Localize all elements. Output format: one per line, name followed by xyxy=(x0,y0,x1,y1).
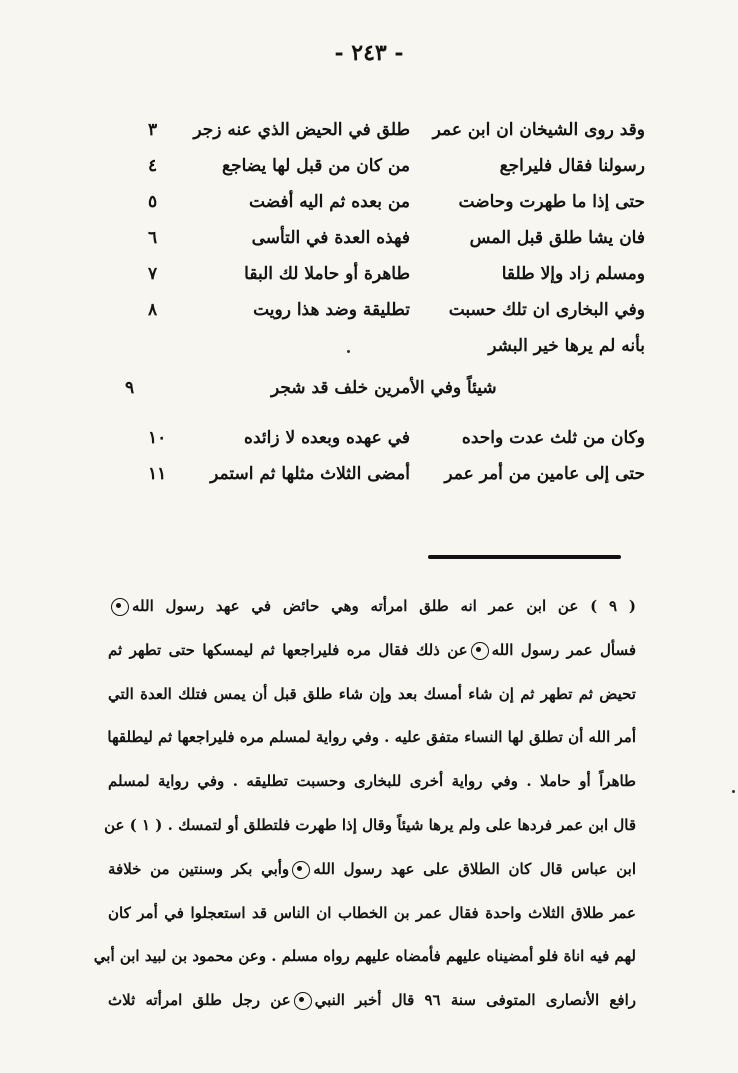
verse-left-hemistich: من بعده ثم اليه أفضت xyxy=(249,192,410,212)
verse-number: ١٠ xyxy=(148,428,167,448)
footnote-line xyxy=(108,979,636,1023)
verse xyxy=(125,184,645,220)
verse-number: ١١ xyxy=(148,464,167,484)
verse xyxy=(125,112,645,148)
verse xyxy=(125,420,645,456)
verse-number: ٥ xyxy=(148,192,158,212)
verse-right-hemistich: وقد روى الشيخان ان ابن عمر xyxy=(432,120,645,140)
verse-number: ٧ xyxy=(148,264,158,284)
footnote-line: قال ابن عمر فردها على ولم يرها شيئاً وقال إذا طهرت فلتطلق أو لتمسك . ( ١ ) عن xyxy=(104,815,636,834)
verse-left-hemistich: أمضى الثلاث مثلها ثم استمر xyxy=(210,464,410,484)
poem xyxy=(125,112,645,492)
verse-right-hemistich: فان يشا طلق قبل المس xyxy=(469,228,645,248)
salutation-seal-icon xyxy=(111,598,129,616)
print-speck xyxy=(347,350,350,353)
footnote-line: عمر طلاق الثلاث واحدة فقال عمر بن الخطاب ان الناس قد استعجلوا في أمر كان xyxy=(108,903,636,922)
salutation-seal-icon xyxy=(292,861,310,879)
verse-continuation xyxy=(125,364,645,412)
verse-right-hemistich: ومسلم زاد وإلا طلقا xyxy=(501,264,645,284)
footnote-text: وأبي بكر وسنتين من خلافة xyxy=(108,859,290,878)
footnote-line: لهم فيه اناة فلو أمضيناه عليهم فأمضاه عليهم رواه مسلم . وعن محمود بن لبيد ابن أبي xyxy=(93,947,636,966)
footnote-line: أمر الله أن تطلق لها النساء متفق عليه . وفي رواية لمسلم مره فليراجعها ثم ليطلقها xyxy=(107,728,636,747)
verse-right-hemistich: حتى إذا ما طهرت وحاضت xyxy=(458,192,645,212)
verse-number: ٨ xyxy=(148,300,158,320)
print-speck xyxy=(732,790,735,793)
footnote-line: طاهراً أو حاملا . وفي رواية أخرى للبخارى وحسبت تطليقه . وفي رواية لمسلم xyxy=(108,772,636,791)
verse-right-hemistich: وكان من ثلث عدت واحده xyxy=(461,428,645,448)
footnote-text: رافع الأنصارى المتوفى سنة ٩٦ قال أخبر النبي xyxy=(314,991,636,1010)
verse-left-hemistich: من كان من قبل لها يضاجع xyxy=(222,156,410,176)
verse-number: ٤ xyxy=(148,156,158,176)
footnote-text: ( ٩ ) عن ابن عمر انه طلق امرأته وهي حائض في عهد رسول الله xyxy=(132,597,636,615)
footnote-divider xyxy=(428,555,621,559)
verse-left-hemistich: تطليقة وضد هذا رويت xyxy=(253,300,410,320)
verse xyxy=(125,256,645,292)
verse-right-hemistich: رسولنا فقال فليراجع xyxy=(499,156,645,176)
verse-left-hemistich: في عهده وبعده لا زائده xyxy=(244,428,410,448)
footnote-line xyxy=(108,585,636,629)
footnote-text: ابن عباس قال كان الطلاق على عهد رسول الله xyxy=(313,859,636,878)
verse xyxy=(125,148,645,184)
verse-number: ٦ xyxy=(148,228,158,248)
verse-right-hemistich: وفي البخارى ان تلك حسبت xyxy=(448,300,645,320)
footnote-text: عن ذلك فقال مره فليراجعها ثم ليمسكها حتى تطهر ثم xyxy=(108,640,468,659)
verse xyxy=(125,220,645,256)
page-number: - ٢٤٣ - xyxy=(334,40,404,66)
verse-continuation-text: شيئاً وفي الأمرين خلف قد شجر xyxy=(270,378,497,398)
footnote-text: فسأل عمر رسول الله xyxy=(491,640,636,659)
salutation-seal-icon xyxy=(294,992,312,1010)
footnote-line xyxy=(108,629,636,673)
footnote xyxy=(93,585,636,1023)
footnote-text: عن رجل طلق امرأته ثلاث xyxy=(108,991,291,1010)
salutation-seal-icon xyxy=(471,642,489,660)
verse-number: ٣ xyxy=(148,120,158,140)
verse-left-hemistich: فهذه العدة في التأسى xyxy=(251,228,410,248)
verse xyxy=(125,328,645,364)
verse xyxy=(125,456,645,492)
verse xyxy=(125,292,645,328)
footnote-line: تحيض ثم تطهر ثم إن شاء أمسك بعد وإن شاء طلق قبل أن يمس فتلك العدة التي xyxy=(108,684,636,703)
footnote-line xyxy=(108,848,636,892)
verse-right-hemistich: حتى إلى عامين من أمر عمر xyxy=(444,464,645,484)
verse-number: ٩ xyxy=(125,378,135,398)
verse-left-hemistich: طلق في الحيض الذي عنه زجر xyxy=(193,120,410,140)
verse-right-hemistich: بأنه لم يرها خير البشر xyxy=(488,336,645,356)
verse-left-hemistich: طاهرة أو حاملا لك البقا xyxy=(244,264,410,284)
